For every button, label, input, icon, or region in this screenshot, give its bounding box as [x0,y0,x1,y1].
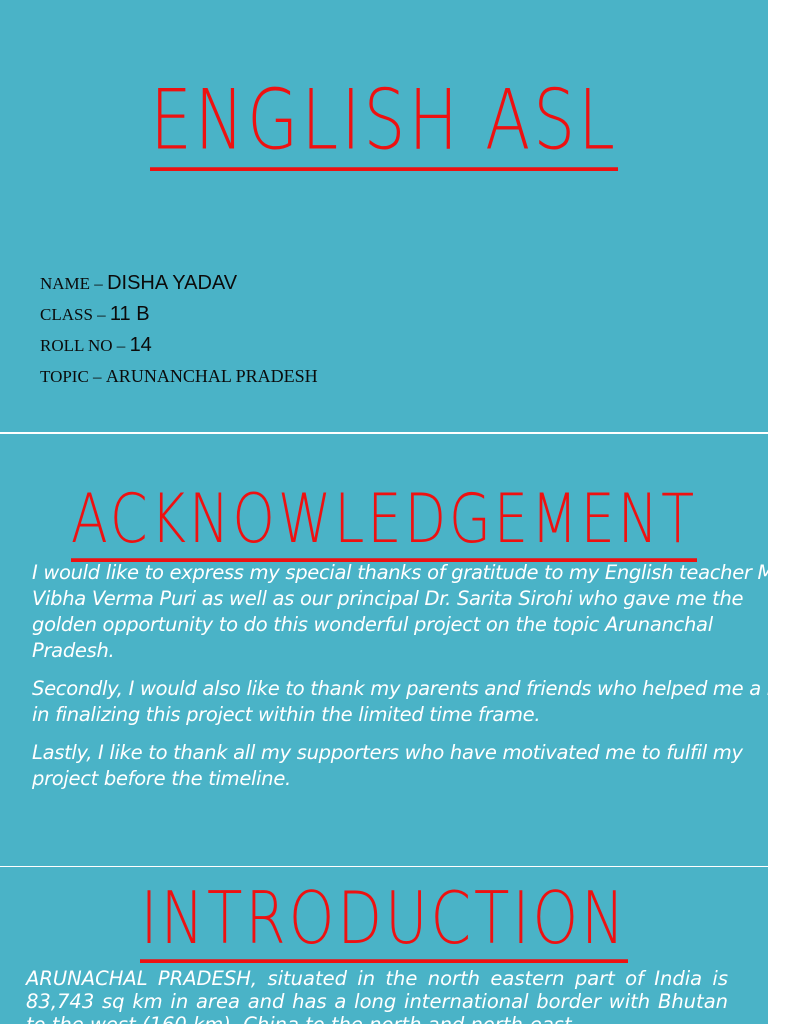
info-row-roll [40,330,318,361]
paragraph: Lastly, I like to thank all my supporters who have motivated me to fulfil my project before the timeline. [32,741,743,790]
paragraph: I would like to express my special thanks of gratitude to my English teacher Mrs Vibha Verma Puri as well as our principal Dr. Sarita Sirohi who gave me the golden opportunity to do this wonderful project on the topic Arunanchal Pradesh. [32,561,792,662]
introduction-slide [0,867,768,1036]
info-value: 11 B [109,303,150,325]
info-row-class [40,299,318,330]
info-value: ARUNANCHAL PRADESH [105,366,318,386]
slide-title [0,479,768,562]
introduction-paragraph: ARUNACHAL PRADESH, situated in the north eastern part of India is 83,743 sq km in area and has a long international border with Bhutan to the west (160 km), China to the north and north-east [26,967,728,1036]
paragraph: Secondly, I would also like to thank my parents and friends who helped me a lot in finalizing this project within the limited time frame. [32,677,791,726]
info-row-topic [40,361,318,392]
slide-title [0,875,768,963]
info-value: DISHA YADAV [107,272,238,294]
slide-title-text: ACKNOWLEDGEMENT [71,486,697,562]
info-label: TOPIC – [40,367,106,386]
slide-title [0,72,768,171]
info-label: ROLL NO – [40,336,130,355]
info-label: NAME – [40,274,108,293]
student-info [40,268,318,392]
acknowledgement-slide [0,434,792,866]
info-value: 14 [129,334,152,356]
slide-title-text: INTRODUCTION [140,882,627,963]
info-row-name [40,268,318,299]
slide-title-text: ENGLISH ASL [150,80,618,171]
info-label: CLASS – [40,305,110,324]
acknowledgement-body [32,560,792,804]
title-slide [0,0,768,432]
